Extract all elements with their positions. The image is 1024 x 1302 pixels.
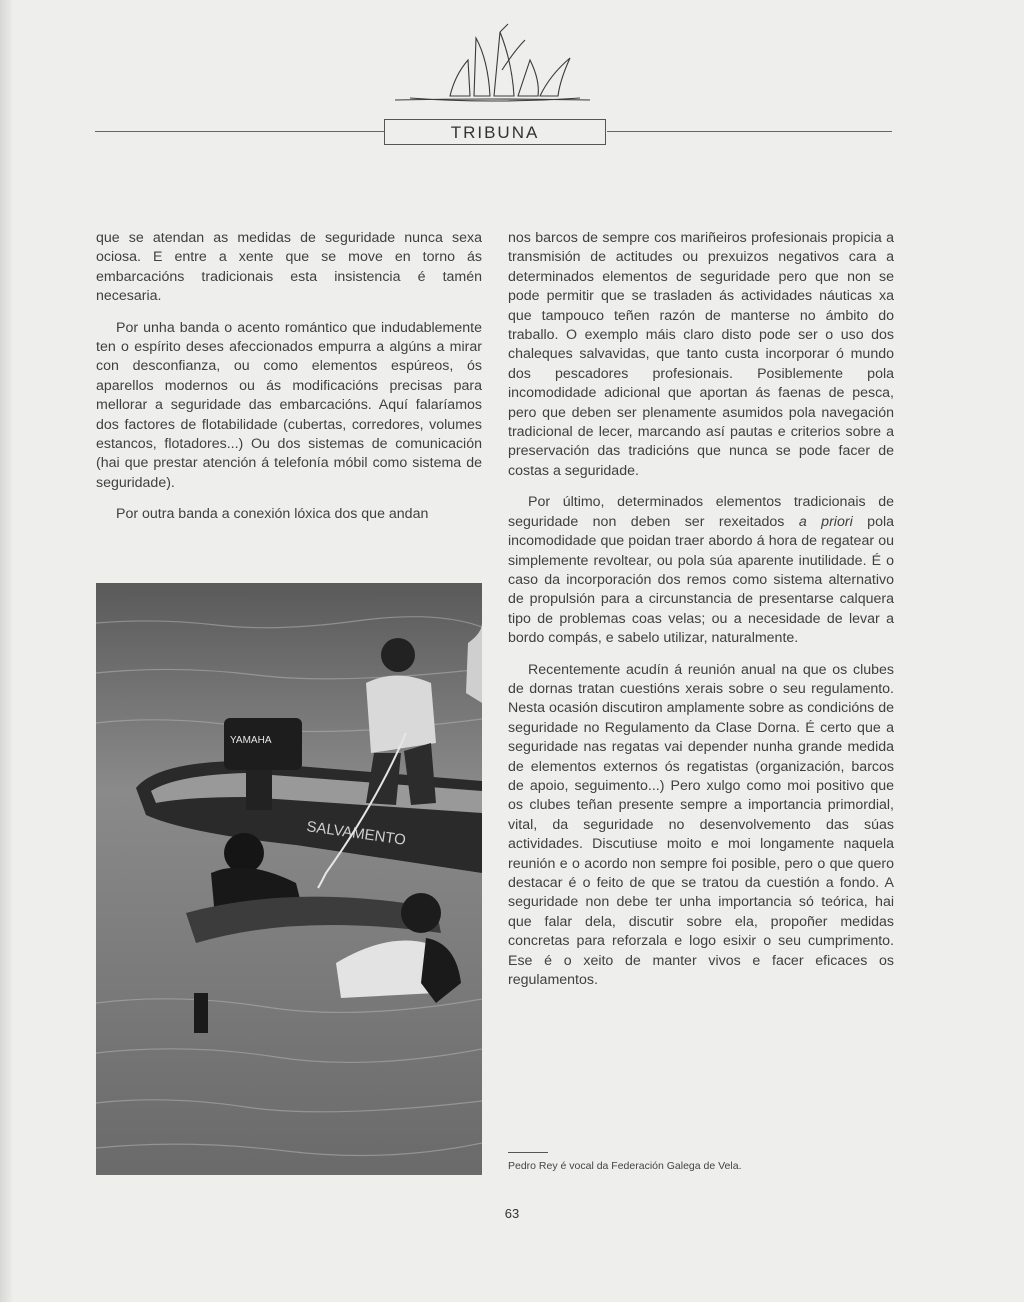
- paragraph: Por outra banda a conexión lóxica dos que andan: [116, 506, 429, 523]
- rescue-boat-photo: [96, 583, 482, 1175]
- paragraph: [508, 493, 894, 648]
- footnote-rule: [508, 1152, 548, 1153]
- sailboats-icon: [390, 20, 600, 110]
- page-spine-shadow: [0, 0, 12, 1302]
- paragraph: que se atendan as medidas de seguridade nunca sexa ociosa. E entre a xente que se move en torno ás embarcacións tradicionais esta insistencia é tamén necesaria.: [96, 230, 482, 305]
- hull-label: SALVAMENTO: [305, 818, 407, 849]
- photo-illustration: [96, 583, 482, 1175]
- paragraph: Recentemente acudín á reunión anual na que os clubes de dornas tratan cuestións xerais sobre o seu regulamento. Nesta ocasión discutiron amplamente sobre as condicións de seguridade no Regulamento da Clase Dorna. É certo que a seguridade nas regatas vai depender nunha grande medida de elementos externos ós regatistas (organización, barcos de apoio, seguimento...) Pero xulgo como moi positivo que os clubes teñan presente sempre a importancia primordial, vital, da seguridade no desenvolvemento das súas actividades. Discutiuse moito e moi longamente naquela reunión e o acordo non sempre foi posible, pero o que quero destacar é o feito de que se tratou da cuestión a fondo. A seguridade non debe ter unha importancia só teórica, hai que falar dela, discutir sobre ela, propoñer medidas concretas para reforzala e logo esixir o seu cumprimento. Ese é o xeito de manter vivos e facer eficaces os regulamentos.: [508, 661, 894, 989]
- motor-label: YAMAHA: [230, 735, 272, 746]
- header-rule-right: [607, 131, 892, 132]
- text-run: pola incomodidade que poidan traer abordo á hora de regatear ou simplemente revoltear, ou pola súa aparente inutilidade. É o caso da incorporación dos remos como sistema alternativo de propulsión para a circunstancia de presentarse calquera tipo de problemas coas velas; ou a necesidade de levar a bordo compás, e sabelo utilizar, naturalmente.: [508, 513, 895, 647]
- paragraph: nos barcos de sempre cos mariñeiros profesionais propicia a transmisión de actitudes ou prexuizos negativos cara a determinados elementos de seguridade pero que non se pode permitir que se trasladen ás actividades náuticas xa que tampouco teñen razón de manterse no ámbito do traballo. O exemplo máis claro disto pode ser o uso dos chaleques salvavidas, que tanto custa incorporar ó mundo dos pescadores profesionais. Posiblemente pola incomodidade adicional que aportan ás faenas de pesca, pero que deben ser plenamente asumidos pola navegación tradicional de lecer, marcando así pautas e criterios sobre a preservación das tradicións que nunca se pode facer de costas a seguridade.: [508, 230, 894, 479]
- text-run: Por último, determinados elementos tradicionais de seguridade non deben ser rexeitados: [508, 494, 894, 530]
- page-number: 63: [504, 1206, 520, 1221]
- left-column: [96, 229, 482, 537]
- right-column: [508, 229, 894, 1002]
- section-title: TRIBUNA: [384, 119, 606, 145]
- footnote: Pedro Rey é vocal da Federación Galega de Vela.: [508, 1160, 742, 1172]
- italic-phrase: a priori: [798, 513, 853, 530]
- header-rule-left: [95, 131, 385, 132]
- paragraph: Por unha banda o acento romántico que indudablemente ten o espírito deses afeccionados empurra a algúns a mirar con desconfianza, ou como elementos espúreos, ós aparellos modernos ou ás modificacións precisas para mellorar a seguridade das embarcacións. Aquí falaríamos dos factores de flotabilidade (cubertas, corredores, volumes estancos, flotadores...) Ou dos sistemas de comunicación (hai que prestar atención á telefonía móbil como sistema de seguridade).: [96, 319, 482, 491]
